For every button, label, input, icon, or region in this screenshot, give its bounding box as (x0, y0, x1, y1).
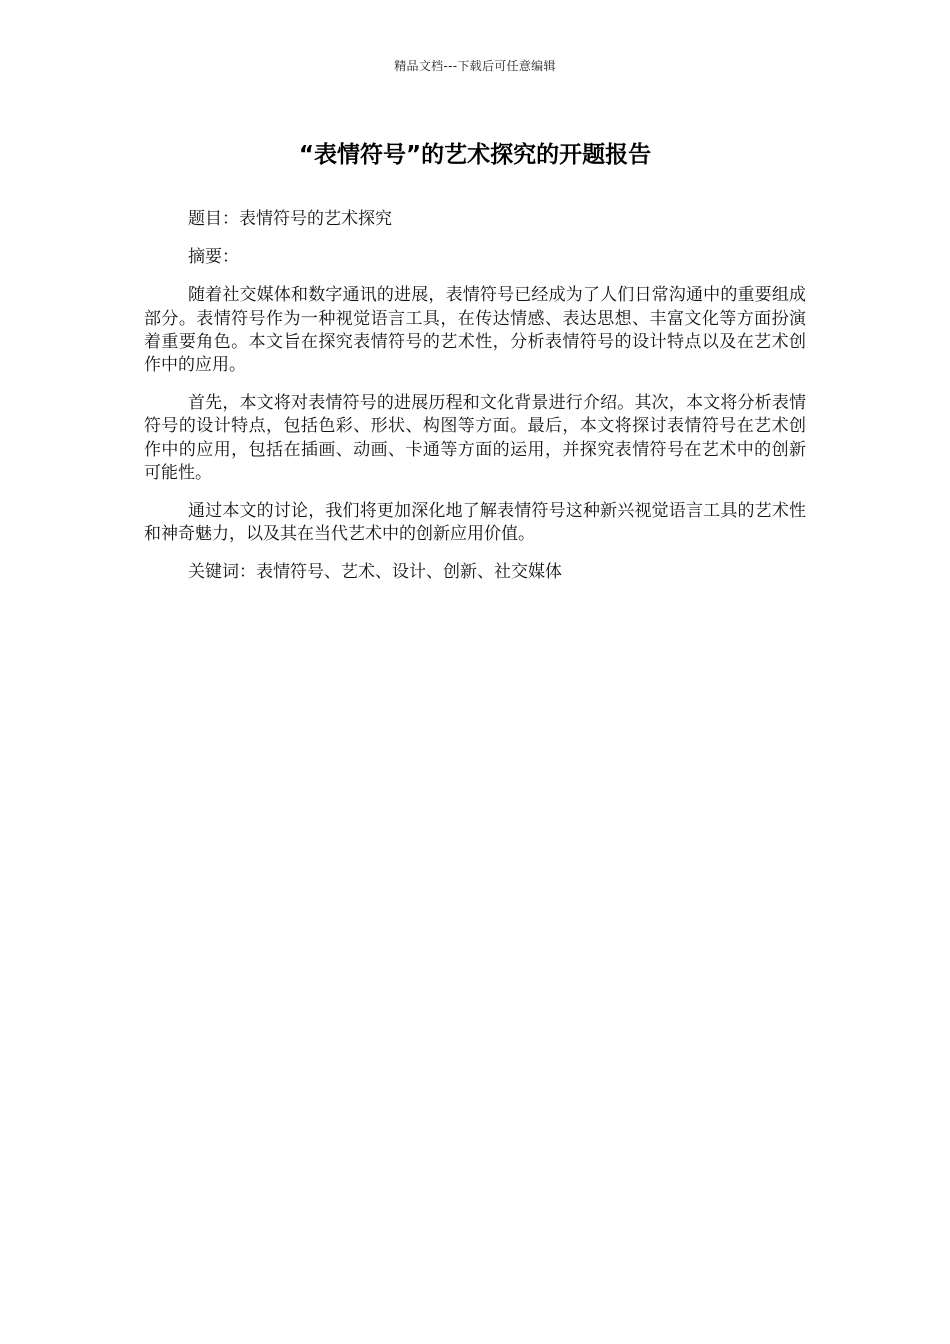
body-paragraph: 首先，本文将对表情符号的进展历程和文化背景进行介绍。其次，本文将分析表情符号的设计特点，包括色彩、形状、构图等方面。最后，本文将探讨表情符号在艺术创作中的应用，包括在插画、动画、卡通等方面的运用，并探究表情符号在艺术中的创新可能性。 (144, 393, 806, 483)
keywords-line: 关键词：表情符号、艺术、设计、创新、社交媒体 (188, 562, 562, 583)
document-body (144, 208, 806, 600)
abstract-label: 摘要： (188, 247, 239, 268)
header-note: 精品文档---下载后可任意编辑 (394, 59, 556, 73)
topic-line: 题目：表情符号的艺术探究 (188, 209, 392, 229)
body-paragraph: 通过本文的讨论，我们将更加深化地了解表情符号这种新兴视觉语言工具的艺术性和神奇魅力，以及其在当代艺术中的创新应用价值。 (144, 501, 806, 545)
body-paragraph: 随着社交媒体和数字通讯的进展，表情符号已经成为了人们日常沟通中的重要组成部分。表情符号作为一种视觉语言工具，在传达情感、表达思想、丰富文化等方面扮演着重要角色。本文旨在探究表情符号的艺术性，分析表情符号的设计特点以及在艺术创作中的应用。 (144, 285, 806, 376)
document-title: “表情符号”的艺术探究的开题报告 (298, 142, 652, 168)
